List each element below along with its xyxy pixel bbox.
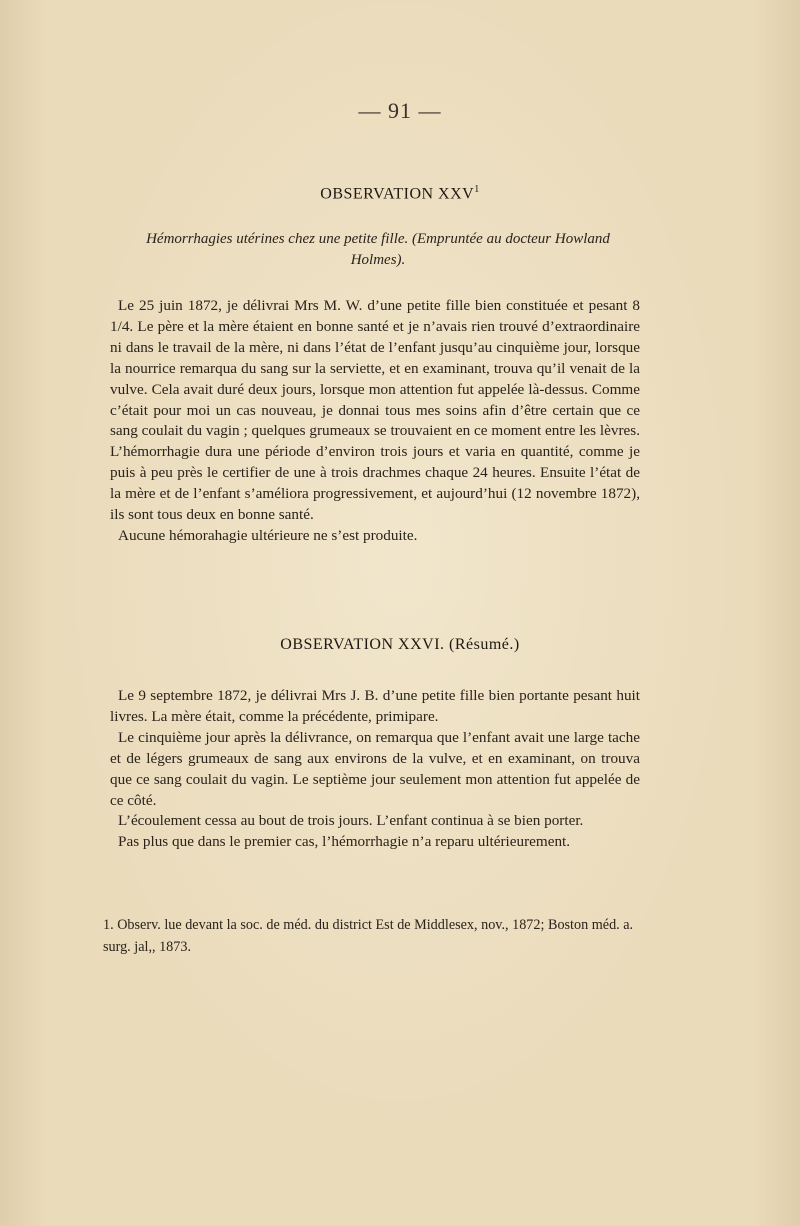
observation-25-title-text: OBSERVATION XXV [320, 185, 475, 203]
observation-26-paragraph: Le cinquième jour après la délivrance, on remarqua que l’enfant avait une large tache et de légers grumeaux de sang aux environs de la vulve, et en examinant, on trouva que ce sang coulait du vagin. Le septième jour seulement mon attention fut appelée de ce côté. [110, 728, 640, 809]
observation-26-paragraph: Pas plus que dans le premier cas, l’hémorrhagie n’a reparu ultérieurement. [118, 833, 571, 851]
observation-26-body [110, 686, 640, 853]
observation-25-title [0, 184, 800, 203]
footnote-marker: 1 [474, 184, 480, 195]
observation-25-body [110, 296, 640, 547]
page-number: — 91 — [358, 98, 442, 123]
observation-25-paragraph: Aucune hémorahagie ultérieure ne s’est produite. [118, 526, 418, 544]
footnote: 1. Observ. lue devant la soc. de méd. du district Est de Middlesex, nov., 1872; Boston méd. a. surg. jal,, 1873. [103, 917, 634, 955]
observation-25-subtitle: Hémorrhagies utérines chez une petite fille. (Empruntée au docteur Howland Holmes). [146, 231, 610, 268]
observation-26-paragraph: Le 9 septembre 1872, je délivrai Mrs J. B. d’une petite fille bien portante pesant huit livres. La mère était, comme la précédente, primipare. [110, 687, 640, 725]
observation-25-paragraph: Le 25 juin 1872, je délivrai Mrs M. W. d’une petite fille bien constituée et pesant 8 1/4. Le père et la mère étaient en bonne santé et je n’avais rien trouvé d’extraordinaire ni dans le travail de la mère, ni dans l’état de l’enfant jusqu’au cinquième jour, lorsque la nourrice remarqua du sang sur la serviette, et en examinant, trouva qu’il venait de la vulve. Cela avait duré deux jours, lorsque mon attention fut appelée là-dessus. Comme c’était pour moi un cas nouveau, je donnai tous mes soins afin d’être certain que ce sang coulait du vagin ; quelques grumeaux se trouvaient en ce moment entre les lèvres. L’hémorrhagie dura une période d’environ trois jours et varia en quantité, comme je puis à peu près le certifier de une à trois drachmes chaque 24 heures. Ensuite l’état de la mère et de l’enfant s’améliora progressivement, et aujourd’hui (12 novembre 1872), ils sont tous deux en bonne santé. [110, 297, 640, 524]
observation-26-paragraph: L’écoulement cessa au bout de trois jours. L’enfant continua à se bien porter. [118, 812, 584, 830]
observation-26-title: OBSERVATION XXVI. (Résumé.) [280, 636, 520, 653]
